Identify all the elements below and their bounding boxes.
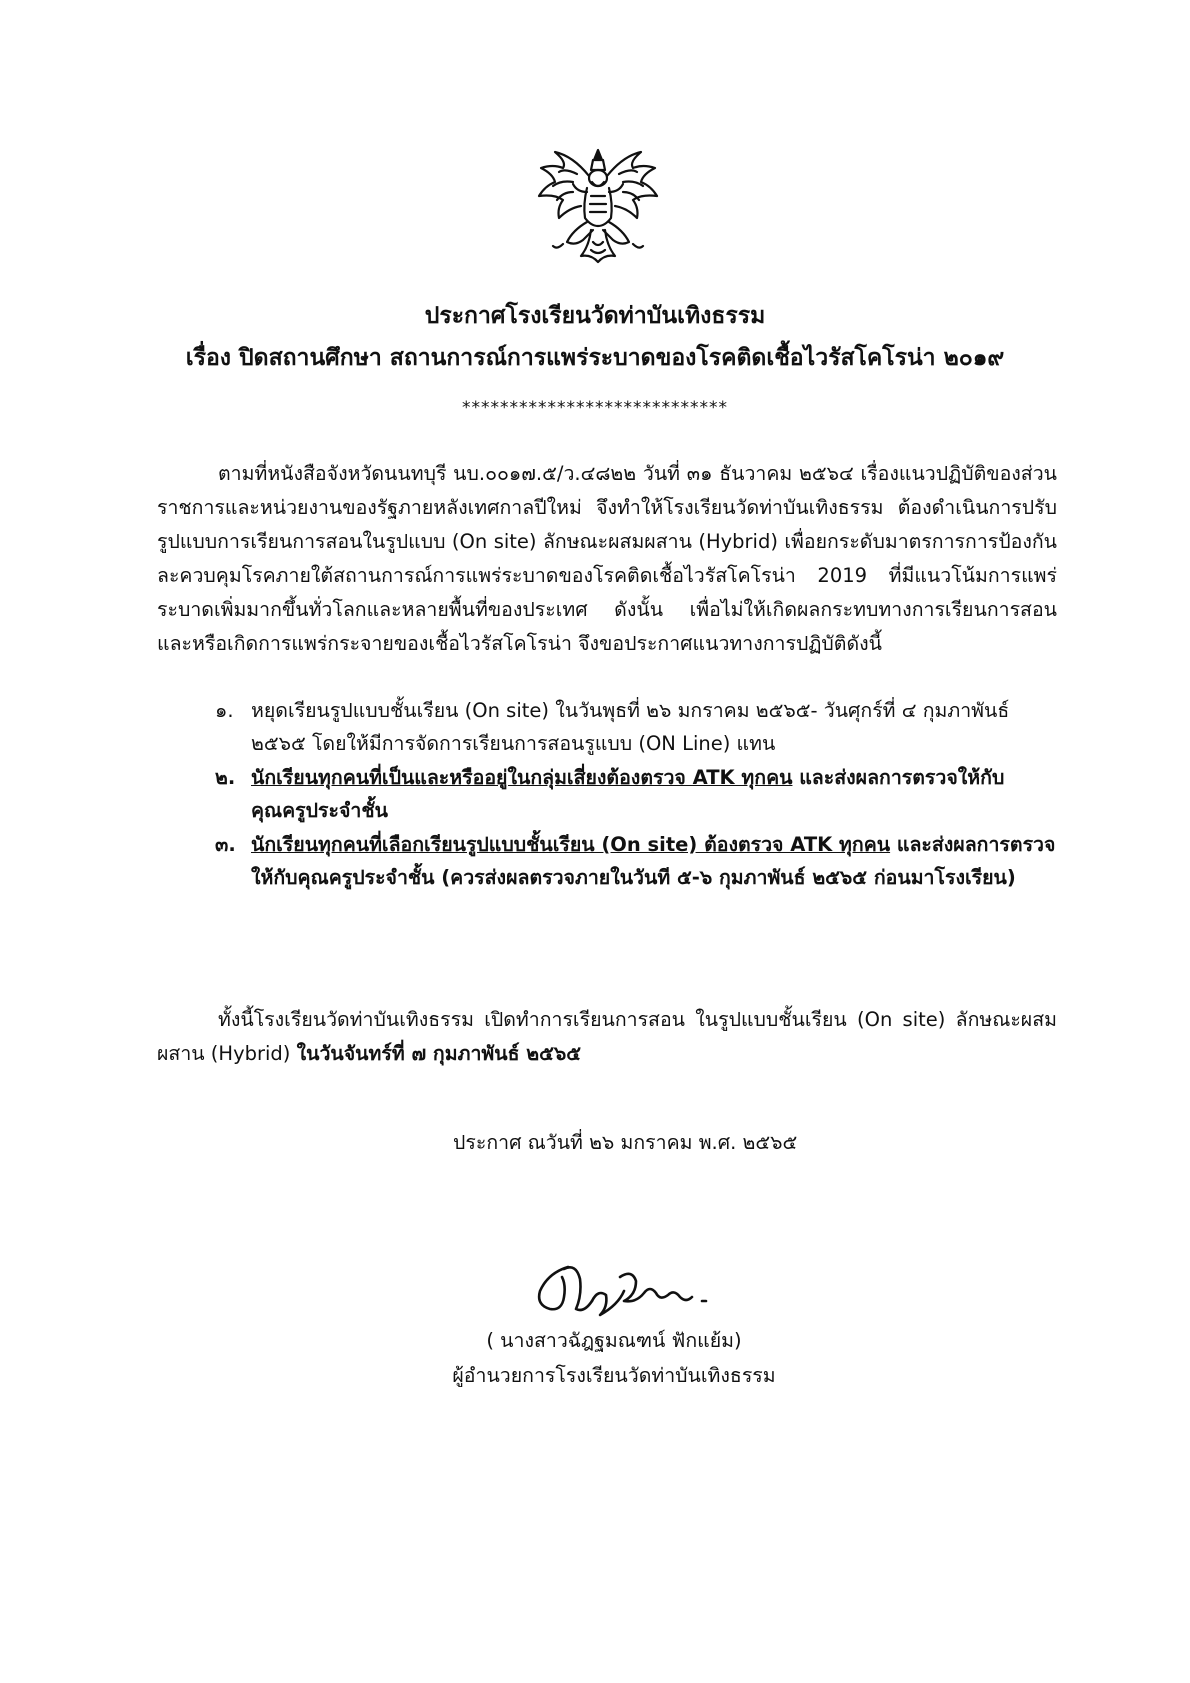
list-item-emphasis: นักเรียนทุกคนที่เลือกเรียนรูปแบบชั้นเรียน (On site) ต้องตรวจ ATK ทุกคน: [251, 833, 891, 856]
separator-line: ****************************: [462, 398, 728, 418]
list-item-number: ๓.: [215, 833, 236, 856]
list-item-text: และส่งผลการตรวจให้กับคุณครูประจำชั้น: [251, 766, 1005, 822]
announcement-subject: เรื่อง ปิดสถานศึกษา สถานการณ์การแพร่ระบาดของโรคติดเชื้อไวรัสโคโรน่า ๒๐๑๙: [185, 345, 1005, 371]
announcement-date: ประกาศ ณวันที่ ๒๖ มกราคม พ.ศ. ๒๕๖๕: [453, 1131, 798, 1154]
intro-paragraph: ตามที่หนังสือจังหวัดนนทบุรี นบ.๐๐๑๗.๕/ว.๔๘๒๒ วันที่ ๓๑ ธันวาคม ๒๕๖๔ เรื่องแนวปฏิบัติของส่วนราชการและหน่วยงานของรัฐภายหลังเทศกาลปีใหม่ จึงทำให้โรงเรียนวัดท่าบันเทิงธรรม ต้องดำเนินการปรับรูปแบบการเรียนการสอนในรูปแบบ (On site) ลักษณะผสมผสาน (Hybrid) เพื่อยกระดับมาตรการการป้องกันละควบคุมโรคภายใต้สถานการณ์การแพร่ระบาดของโรคติดเชื้อไวรัสโคโรน่า 2019 ที่มีแนวโน้มการแพร่ระบาดเพิ่มมากขึ้นทั่วโลกและหลายพื้นที่ของประเทศ ดังนั้น เพื่อไม่ให้เกิดผลกระทบทางการเรียนการสอน และหรือเกิดการแพร่กระจายของเชื้อไวรัสโคโรน่า จึงขอประกาศแนวทางการปฏิบัติดังนี้: [157, 462, 1057, 655]
list-item: [215, 761, 1057, 827]
signer-name: ( นางสาวฉัฎฐมณฑน์ ฟักแย้ม): [486, 1329, 742, 1352]
list-item: [215, 694, 1057, 760]
signer-position: ผู้อำนวยการโรงเรียนวัดท่าบันเทิงธรรม: [452, 1364, 776, 1387]
list-item-number: ๑.: [215, 699, 234, 722]
garuda-emblem-icon: [533, 146, 663, 268]
list-item: [215, 828, 1057, 894]
instruction-list: [215, 694, 1057, 895]
closing-text: ทั้งนี้โรงเรียนวัดท่าบันเทิงธรรม เปิดทำการเรียนการสอน ในรูปแบบชั้นเรียน (On site) ลักษณะผสมผสาน (Hybrid): [157, 1008, 1057, 1065]
announcement-title: ประกาศโรงเรียนวัดท่าบันเทิงธรรม: [424, 303, 766, 329]
list-item-emphasis: นักเรียนทุกคนที่เป็นและหรืออยู่ในกลุ่มเสี่ยงต้องตรวจ ATK ทุกคน: [251, 766, 793, 789]
list-item-text: หยุดเรียนรูปแบบชั้นเรียน (On site) ในวันพุธที่ ๒๖ มกราคม ๒๕๖๕- วันศุกร์ที่ ๔ กุมภาพันธ์ ๒๕๖๕ โดยให้มีการจัดการเรียนการสอนรูแบบ (ON Line) แทน: [251, 699, 1010, 755]
list-item-number: ๒.: [215, 766, 236, 789]
reopen-date: ในวันจันทร์ที่ ๗ กุมภาพันธ์ ๒๕๖๕: [296, 1042, 582, 1065]
closing-paragraph: [157, 1003, 1057, 1071]
list-item-text: และส่งผลการตรวจให้กับคุณครูประจำชั้น (ควรส่งผลตรวจภายในวันที ๕-๖ กุมภาพันธ์ ๒๕๖๕ ก่อนมาโรงเรียน): [251, 833, 1056, 889]
